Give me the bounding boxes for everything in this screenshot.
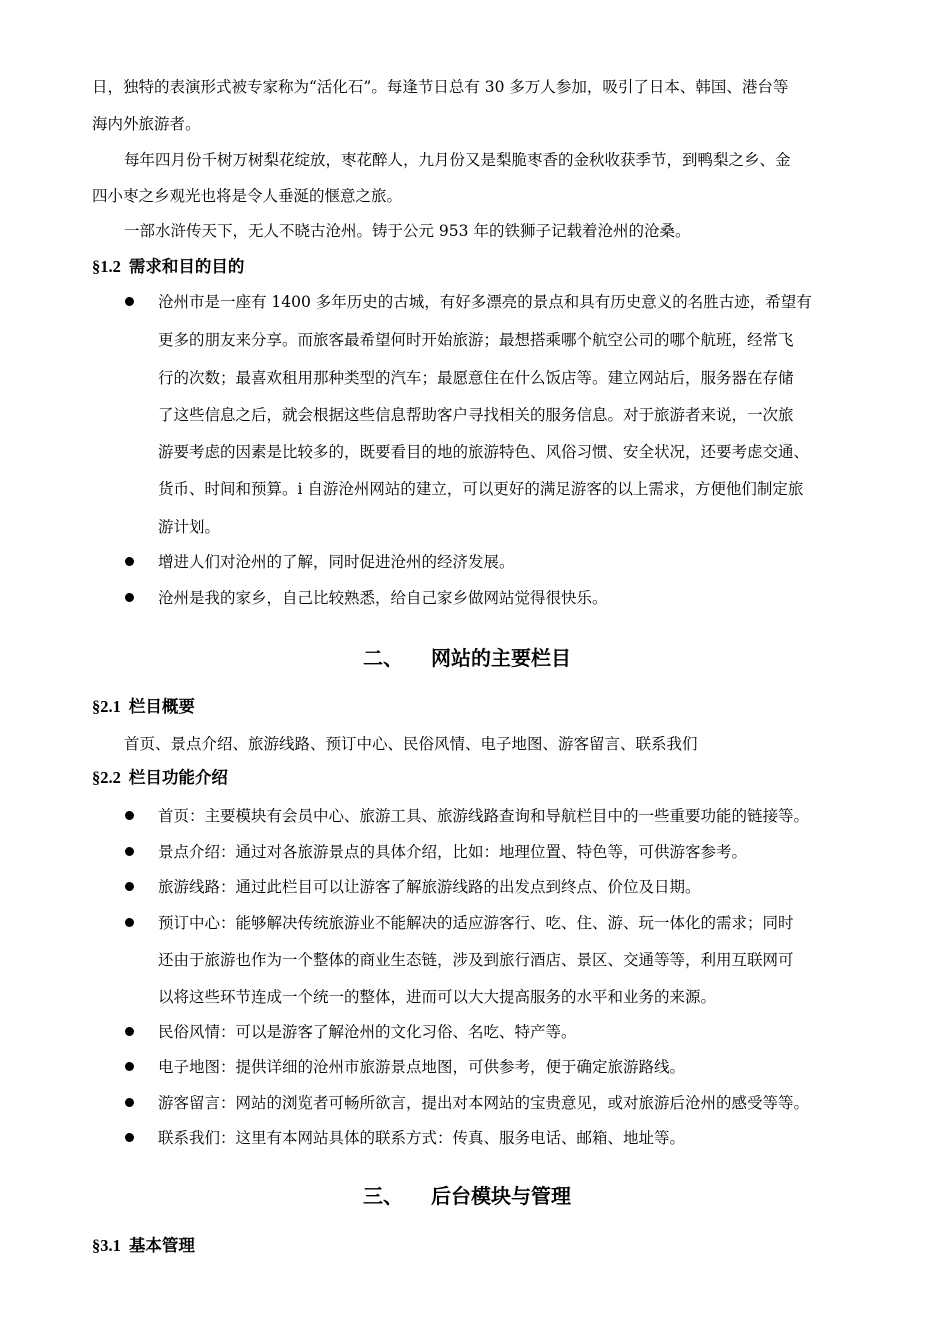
chapter-title: 网站的主要栏目 bbox=[431, 646, 571, 670]
section-title: 基本管理 bbox=[128, 1236, 195, 1255]
list-item-line: 更多的朋友来分享。而旅客最希望何时开始旅游；最想搭乘哪个航空公司的哪个航班，经常飞 bbox=[158, 331, 794, 349]
list-item: 联系我们：这里有本网站具体的联系方式：传真、服务电话、邮箱、地址等。 bbox=[158, 1129, 686, 1147]
paragraph-line: 每年四月份千树万树梨花绽放，枣花醉人，九月份又是梨脆枣香的金秋收获季节，到鸭梨之乡、金 bbox=[124, 151, 791, 169]
list-item: 电子地图：提供详细的沧州市旅游景点地图，可供参考，便于确定旅游路线。 bbox=[158, 1058, 686, 1076]
chapter-title: 后台模块与管理 bbox=[431, 1184, 571, 1208]
section-heading-2-1 bbox=[92, 697, 195, 717]
paragraph-line: 海内外旅游者。 bbox=[92, 115, 201, 133]
section-number: §3.1 bbox=[92, 1236, 121, 1255]
bullet-icon bbox=[125, 297, 134, 306]
bullet-icon bbox=[125, 1027, 134, 1036]
bullet-icon bbox=[125, 847, 134, 856]
paragraph-line: 首页、景点介绍、旅游线路、预订中心、民俗风情、电子地图、游客留言、联系我们 bbox=[124, 735, 698, 753]
bullet-icon bbox=[125, 918, 134, 927]
list-item-line: 行的次数；最喜欢租用那种类型的汽车；最愿意住在什么饭店等。建立网站后，服务器在存储 bbox=[158, 369, 794, 387]
bullet-icon bbox=[125, 811, 134, 820]
section-title: 栏目功能介绍 bbox=[128, 768, 228, 787]
list-item-line: 游要考虑的因素是比较多的，既要看目的地的旅游特色、风俗习惯、安全状况，还要考虑交通、 bbox=[158, 443, 810, 461]
list-item-line: 以将这些环节连成一个统一的整体，进而可以大大提高服务的水平和业务的来源。 bbox=[158, 988, 717, 1006]
bullet-icon bbox=[125, 557, 134, 566]
section-title: 栏目概要 bbox=[128, 697, 195, 716]
chapter-number: 二、 bbox=[363, 646, 403, 670]
list-item: 景点介绍：通过对各旅游景点的具体介绍，比如：地理位置、特色等，可供游客参考。 bbox=[158, 843, 748, 861]
list-item: 旅游线路：通过此栏目可以让游客了解旅游线路的出发点到终点、价位及日期。 bbox=[158, 878, 701, 896]
list-item: 民俗风情：可以是游客了解沧州的文化习俗、名吃、特产等。 bbox=[158, 1023, 577, 1041]
list-item: 游客留言：网站的浏览者可畅所欲言，提出对本网站的宝贵意见，或对旅游后沧州的感受等等。 bbox=[158, 1094, 810, 1112]
bullet-icon bbox=[125, 1098, 134, 1107]
bullet-icon bbox=[125, 882, 134, 891]
list-item: 沧州是我的家乡，自己比较熟悉，给自己家乡做网站觉得很快乐。 bbox=[158, 589, 608, 607]
list-item-line: 预订中心：能够解决传统旅游业不能解决的适应游客行、吃、住、游、玩一体化的需求；同时 bbox=[158, 914, 794, 932]
section-heading-1-2 bbox=[92, 257, 244, 277]
list-item-line: 货币、时间和预算。i 自游沧州网站的建立，可以更好的满足游客的以上需求，方便他们制定旅 bbox=[158, 480, 804, 498]
bullet-icon bbox=[125, 593, 134, 602]
bullet-icon bbox=[125, 1133, 134, 1142]
bullet-icon bbox=[125, 1062, 134, 1071]
list-item-line: 了这些信息之后，就会根据这些信息帮助客户寻找相关的服务信息。对于旅游者来说，一次旅 bbox=[158, 406, 794, 424]
section-number: §2.2 bbox=[92, 768, 121, 787]
paragraph-line: 日，独特的表演形式被专家称为“活化石”。每逢节日总有 30 多万人参加，吸引了日本、韩国、港台等 bbox=[92, 78, 789, 96]
chapter-number: 三、 bbox=[363, 1184, 403, 1208]
section-heading-3-1 bbox=[92, 1236, 195, 1256]
section-number: §1.2 bbox=[92, 257, 121, 276]
list-item-line: 游计划。 bbox=[158, 518, 221, 536]
section-heading-2-2 bbox=[92, 768, 228, 788]
list-item-line: 还由于旅游也作为一个整体的商业生态链，涉及到旅行酒店、景区、交通等等，利用互联网可 bbox=[158, 951, 794, 969]
list-item-line: 沧州市是一座有 1400 多年历史的古城，有好多漂亮的景点和具有历史意义的名胜古迹，希望有 bbox=[158, 293, 812, 311]
paragraph-line: 四小枣之乡观光也将是令人垂涎的惬意之旅。 bbox=[92, 187, 403, 205]
section-title: 需求和目的目的 bbox=[128, 257, 245, 276]
list-item: 首页：主要模块有会员中心、旅游工具、旅游线路查询和导航栏目中的一些重要功能的链接等。 bbox=[158, 807, 810, 825]
section-number: §2.1 bbox=[92, 697, 121, 716]
paragraph-line: 一部水浒传天下，无人不晓古沧州。铸于公元 953 年的铁狮子记载着沧州的沧桑。 bbox=[124, 222, 691, 240]
list-item: 增进人们对沧州的了解，同时促进沧州的经济发展。 bbox=[158, 553, 515, 571]
